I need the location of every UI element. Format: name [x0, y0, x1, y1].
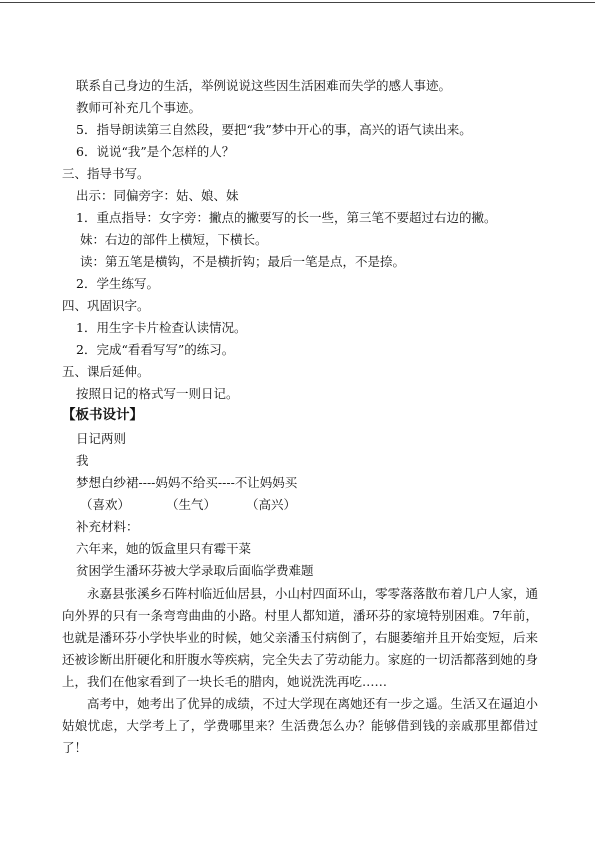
text-line: 妹：右边的部件上横短，下横长。 — [80, 232, 268, 247]
section-heading: 五、课后延伸。 — [62, 364, 150, 379]
story-paragraph: 高考中，她考出了优异的成绩，不过大学现在离她还有一步之遥。生活又在逼迫小姑娘忧虑，大学考上了，学费哪里来？生活费怎么办？能够借到钱的亲戚那里都借过了！ — [62, 696, 538, 755]
text-line: 教师可补充几个事迹。 — [76, 100, 202, 115]
text-line: 日记两则 — [76, 431, 127, 446]
emotion-label: （生气） — [166, 497, 217, 512]
text-line: 按照日记的格式写一则日记。 — [76, 386, 239, 401]
board-design-heading: 【板书设计】 — [62, 407, 143, 423]
text-line: 6．说说“我”是个怎样的人？ — [76, 144, 235, 159]
text-line: 读：第五笔是横钩，不是横折钩；最后一笔是点，不是捺。 — [80, 254, 406, 269]
text-line: 补充材料： — [76, 519, 139, 534]
text-line: 联系自己身边的生活，举例说说这些因生活困难而失学的感人事迹。 — [76, 78, 452, 93]
story-paragraph: 永嘉县张溪乡石阵村临近仙居县，小山村四面环山，零零落落散布着几户人家，通向外界的只有一条弯弯曲曲的小路。村里人都知道，潘环芬的家境特别困难。7年前，也就是潘环芬小学快毕业的时候，她父亲潘玉付病倒了，右腿萎缩并且开始变短，后来还被诊断出肝硬化和肝腹水等疾病，完全失去了劳动能力。家庭的一切活都落到她的身上，我们在他家看到了一块长毛的腊肉，她说洗洗再吃…… — [62, 586, 538, 689]
emotion-label: （高兴） — [246, 497, 297, 512]
section-heading: 三、指导书写。 — [62, 166, 150, 181]
text-line: 出示：同偏旁字：姑、娘、妹 — [76, 188, 239, 203]
text-line: 1．用生字卡片检查认读情况。 — [76, 320, 247, 335]
text-line: 贫困学生潘环芬被大学录取后面临学费难题 — [76, 563, 314, 578]
text-line: 六年来，她的饭盒里只有霉干菜 — [76, 541, 252, 556]
page-top-rule — [0, 2, 595, 3]
text-line: 我 — [76, 453, 89, 468]
emotion-label: （喜欢） — [80, 497, 131, 512]
section-heading: 四、巩固识字。 — [62, 298, 150, 313]
text-line: 梦想白纱裙----妈妈不给买----不让妈妈买 — [76, 475, 298, 490]
text-line: 5．指导朗读第三自然段，要把“我”梦中开心的事，高兴的语气读出来。 — [76, 122, 472, 137]
text-line: 1．重点指导：女字旁：撇点的撇要写的长一些，第三笔不要超过右边的撇。 — [76, 210, 497, 225]
text-line: 2．完成“看看写写”的练习。 — [76, 342, 235, 357]
text-line: 2．学生练写。 — [76, 276, 159, 291]
